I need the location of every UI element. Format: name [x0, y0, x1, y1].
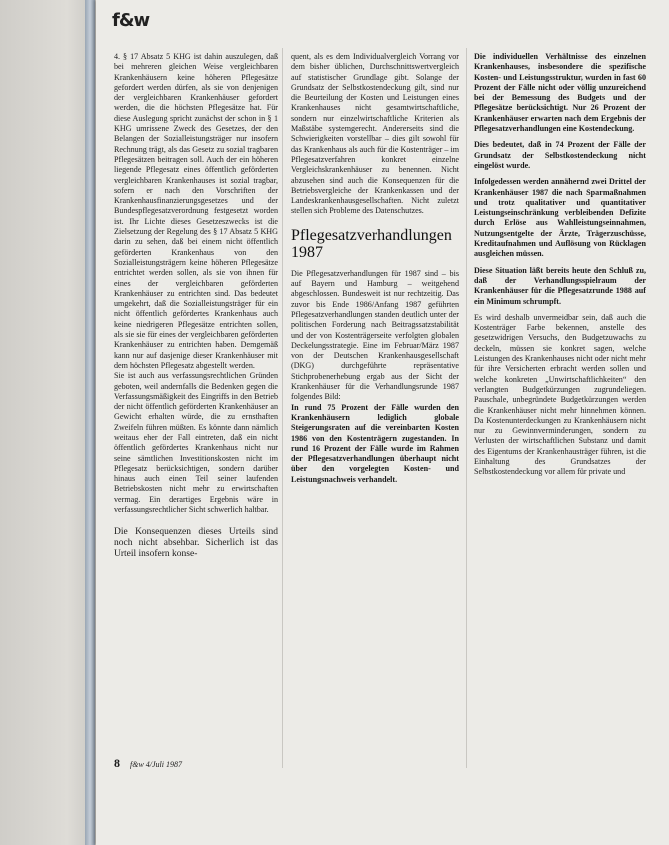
paragraph-bold: Diese Situation läßt bereits heute den Schluß zu, daß der Verhandlungsspielraum der Krankenhäuser für die Pflegesatzrunde 1988 auf ein Minimum schrumpft.: [474, 265, 646, 306]
paragraph-bold: Die individuellen Verhältnisse des einzelnen Krankenhauses, insbesondere die spezifische Kosten- und Leistungsstruktur, wurden in fast 60 Prozent der Fälle nicht oder völlig unzureichend bei der Bemessung des Budgets und der Pflegesätze berücksichtigt. Nur 26 Prozent der Krankenhäuser erwarten nach dem Ergebnis der Pflegesatzverhandlungen eine Kostendeckung.: [474, 52, 646, 134]
column-1: [114, 52, 278, 738]
paragraph: 4. § 17 Absatz 5 KHG ist dahin auszulegen, daß bei mehreren gleichen Weise vergleichbaren Krankenhäusern keine höheren Pflegesätze gefordert werden dürfen, als sie von denjenigen der vergleichbaren Krankenhäuser gefordert werden, die die höchsten Pflegesätze hat. Für diese Auslegung spricht zunächst der schon in § 1 KHG umrissene Zweck des Gesetzes, der den Belangen der Sozialleistungsträger nur insofern Rechnung trägt, als das Gesetz zu sozial tragbaren Pflegesätzen beitragen soll. Auch der ein höheren liegende Pflegesatz eines öffentlich geförderten vergleichbaren Krankenhauses ist sozial tragbar, sofern er nach den Vorschriften der Krankenhausfinanzierungsgesetzes und der Bundespflegesatzverordnung festgesetzt worden ist. Ihr Lichte dieses Gesetzeszwecks ist die Zielsetzung der Regelung des § 17 Absatz 5 KHG darin zu sehen, daß bei einem nicht öffentlich geförderten Krankenhaus von den Sozialleistungsträgern keine höheren Pflegesätze entrichtet werden sollen, als sie von ihnen für eines der vergleichbaren geförderten Krankenhäuser zu entrichten sind. Das bedeutet umgekehrt, daß die Sozialleistungsträger für ein nicht öffentlich gefördertes Krankenhaus auch keine niedrigeren Pflegesätze entrichten sollen, als sie sie für eines der vergleichbaren geförderten Krankenhäuser zu entrichten haben. Demgemäß kann nur auf dasjenige dieser Krankenhäuser mit dem höchsten Pflegesatz abgestellt werden.: [114, 52, 278, 370]
paragraph-bold: In rund 75 Prozent der Fälle wurden den Krankenhäusern lediglich globale Steigerungsraten auf die vereinbarten Kosten 1986 von den Kostenträgern zugestanden. In rund 16 Prozent der Fälle wurde im Rahmen der Pflegesatzverhandlungen überhaupt nicht über den vorgelegten Kosten- und Leistungsnachweis verhandelt.: [291, 402, 459, 484]
page-number: 8: [114, 756, 120, 770]
paragraph: Die Konsequenzen dieses Urteils sind noch nicht absehbar. Sicherlich ist das Urteil insofern konse-: [114, 527, 278, 560]
scan-background: [0, 0, 96, 845]
journal-logo: f&w: [112, 10, 150, 31]
paragraph: Sie ist auch aus verfassungsrechtlichen Gründen geboten, weil andernfalls die Bedenken gegen die Verfassungsmäßigkeit des Eingriffs in den Betrieb der nicht öffentlich geförderten Krankenhäuser an Gewicht erhalten würde, die zu ernsthaften Zweifeln führen müßten. Es könnte dann nämlich weitaus eher der Fall eintreten, daß ein nicht öffentlich gefördertes Krankenhaus nicht nur seine sämtlichen Investitionskosten nicht im Pflegesatz berücksichtigen, sondern darüber hinaus auch einen Teil seiner laufenden Betriebskosten nicht mehr zu erwirtschaften vermag. Ein derartiges Ergebnis wäre in verfassungsrechtlicher Sicht schwerlich haltbar.: [114, 371, 278, 515]
section-heading: Pflegesatzverhandlungen 1987: [291, 226, 452, 261]
binder-spine: [85, 0, 95, 845]
paragraph: quent, als es dem Individualvergleich Vorrang vor dem bisher üblichen, Durchschnittswertvergleich auf statistischer Grundlage gibt. Solange der Grundsatz der Selbstkostendeckung gilt, sind nur die Beurteilung der Kosten und Leistungen eines Krankenhauses nicht gesamtwirtschaftliche, sondern nur einzelwirtschaftliche Kriterien als Maßstäbe systemgerecht. Andererseits sind die Schwierigkeiten vorstellbar – dies gilt sowohl für das Krankenhaus als auch für die Kostenträger – im Pflegesatzverfahren konkret einzelne Vergleichskrankenhäuser zu benennen. Nicht abzusehen sind auch die Konsequenzen für die Betriebsvergleiche der Krankenkassen und der Landeskrankenhausgesellschaften. Nicht zuletzt stellen sich Probleme des Datenschutzes.: [291, 52, 459, 216]
paragraph: Die Pflegesatzverhandlungen für 1987 sind – bis auf Bayern und Hamburg – weitgehend abgeschlossen. Bundesweit ist nur rechtzeitig. Das zuvor bis Ende 1986/Anfang 1987 geführten Pflegesatzverhandlungen standen deutlich unter der politischen Forderung nach Beitragssatzstabilität und der von Kostenträgerseite verfolgten globalen Deckelungsstrategie. Eine im Februar/März 1987 von der Deutschen Krankenhausgesellschaft (DKG) durchgeführte repräsentative Stichprobenerhebung ergab aus der Sicht der Krankenhäuser für die Verhandlungsrunde 1987 folgendes Bild:: [291, 268, 459, 402]
column-divider: [466, 48, 467, 768]
page-footer: [114, 756, 182, 771]
paragraph-bold: Dies bedeutet, daß in 74 Prozent der Fälle der Grundsatz der Selbstkostendeckung nicht eingelöst wurde.: [474, 140, 646, 170]
column-2: [291, 52, 459, 764]
column-3: [474, 52, 646, 764]
issue-label: f&w 4/Juli 1987: [130, 760, 182, 769]
paragraph-bold: Infolgedessen werden annähernd zwei Drittel der Krankenhäuser 1987 die nach Sparmaßnahmen und trotz qualitativer und quantitativer Leistungseinschränkung verbleibenden Defizite durch Erlöse aus Wahlleistungseinnahmen, Nutzungsentgelte der Ärzte, Trägerzuschüsse, Kreditaufnahmen und Auflösung von Rücklagen ausgleichen müssen.: [474, 177, 646, 259]
column-divider: [282, 48, 283, 768]
paragraph: Es wird deshalb unvermeidbar sein, daß auch die Kostenträger Farbe bekennen, anstelle des gesetzwidrigen Versuchs, den Budgetzuwachs zu deckeln, müssen sie konkret sagen, welche Leistungen des Krankenhauses nicht oder nicht mehr für ihre Versicherten erbracht werden sollen und welche konkreten „Unwirtschaftlichkeiten“ den verlangten Budgetkürzungen zugrundeliegen. Pauschale, unbegründete Budgetkürzungen werden die Krankenhäuser nicht mehr hinnehmen können. Da Kostenunterdeckungen zu Krankenhäusern nicht nur zu Gewinnverminderungen, sondern zu Verlusten der wirtschaftlichen Substanz und damit des Eigentums der Krankenhausträger führen, ist die Einhaltung des Grundsatzes der Selbstkostendeckung vor allem für private und: [474, 312, 646, 477]
